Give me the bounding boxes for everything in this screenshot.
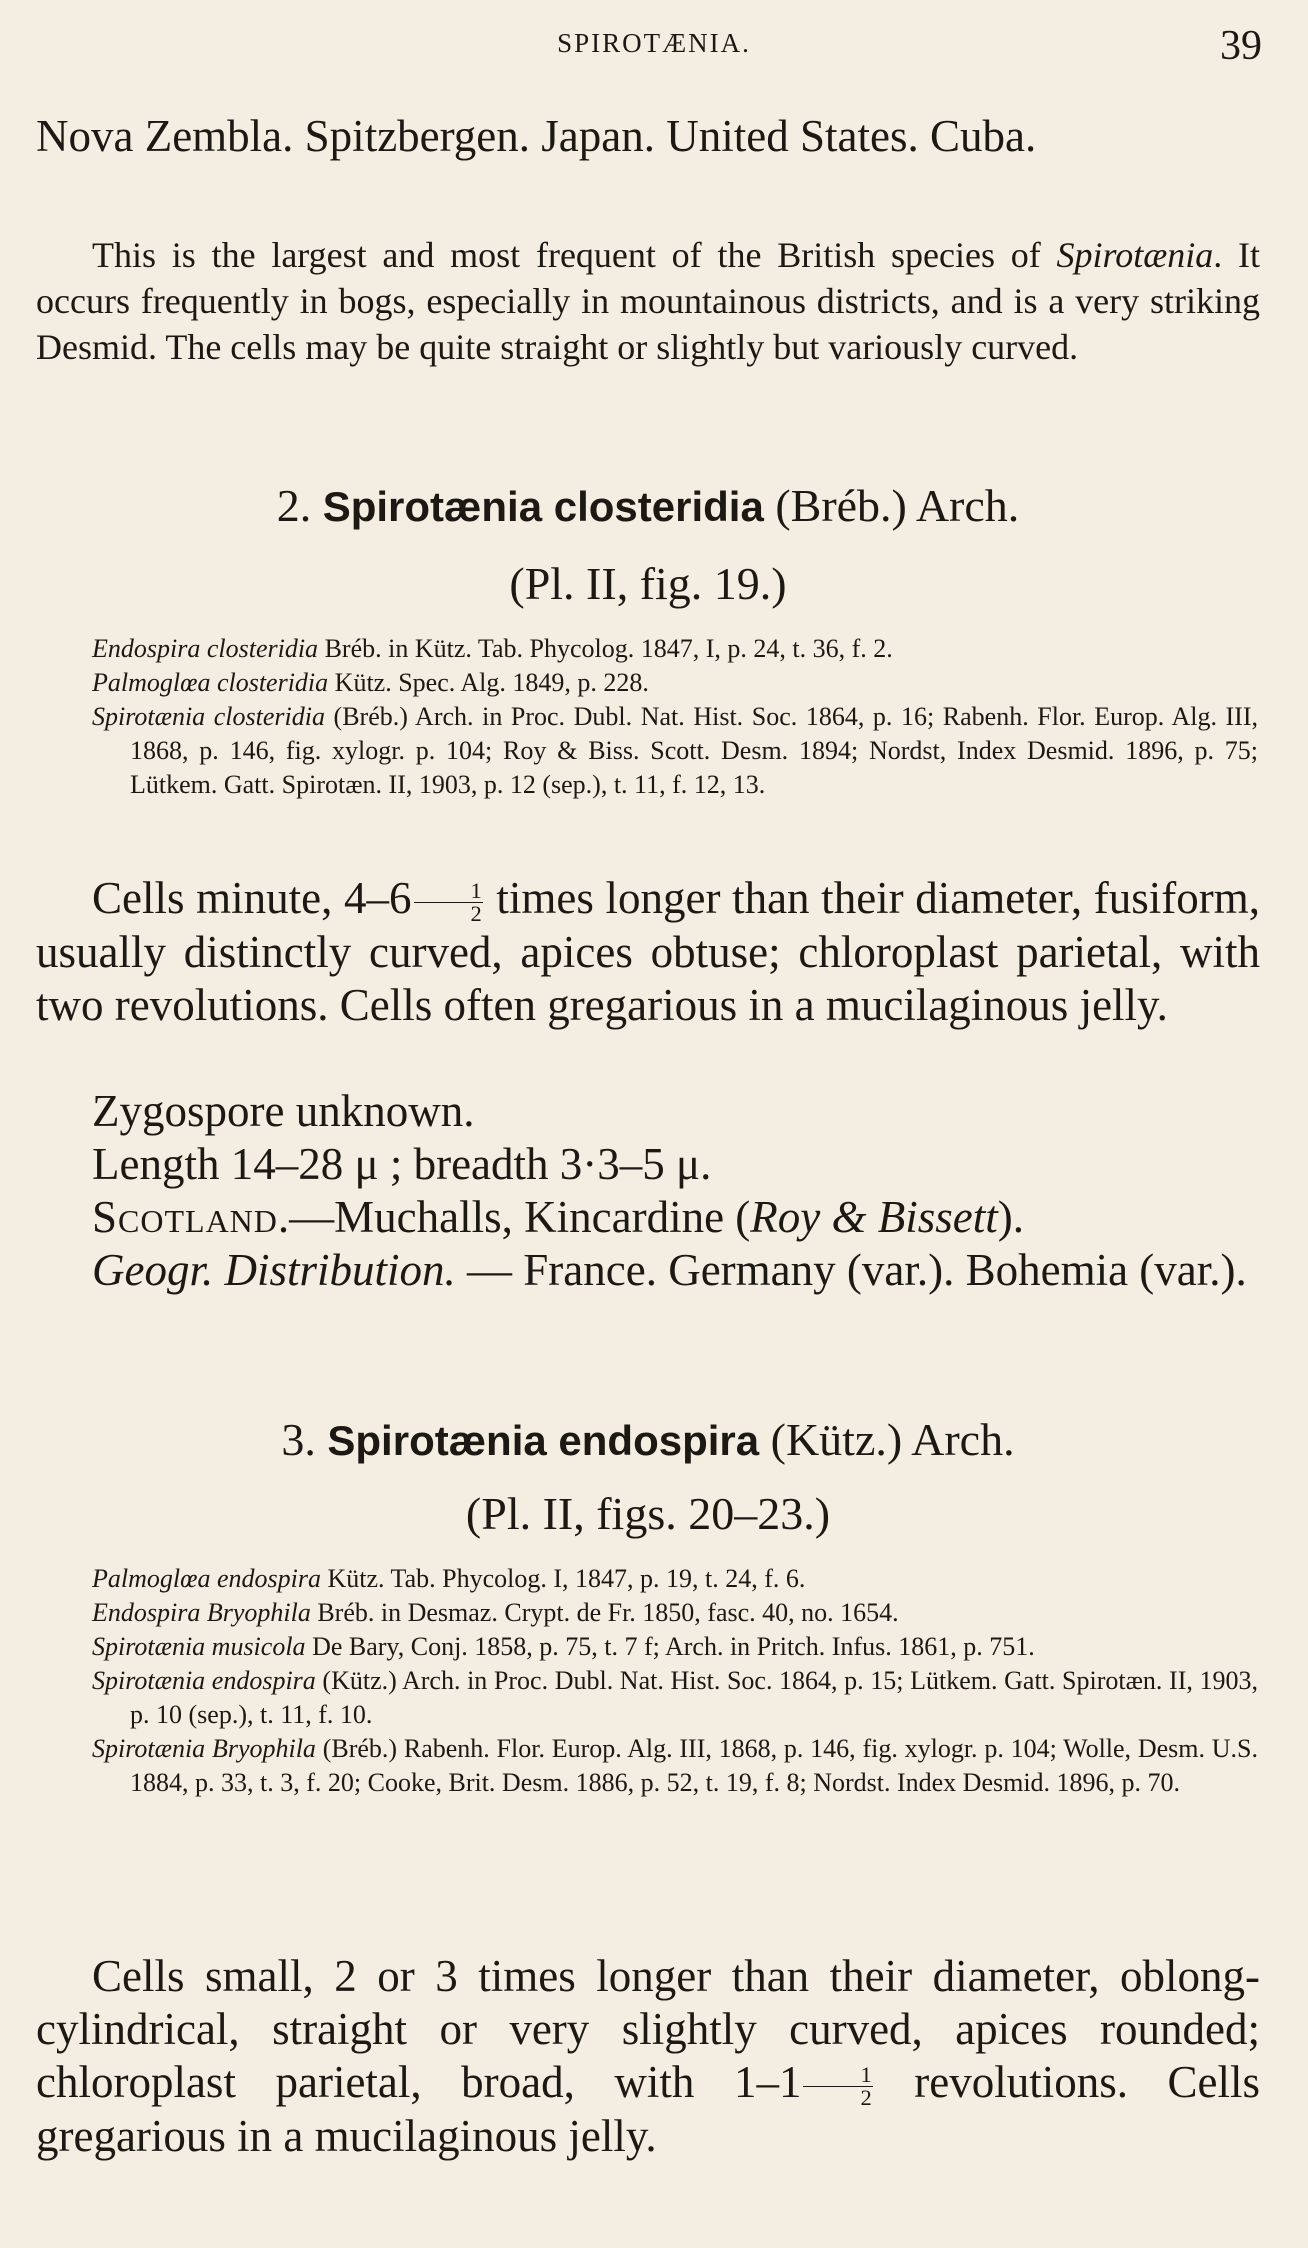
synonym-entry [92,632,1258,666]
description-text: Cells minute, 4–6 [92,873,412,923]
synonym-ref: De Bary, Conj. 1858, p. 75, t. 7 f; Arch. in Pritch. Infus. 1861, p. 751. [312,1632,1035,1661]
scotland-locality [36,1191,1260,1244]
synonym-ref: (Kütz.) Arch. in Proc. Dubl. Nat. Hist. Soc. 1864, p. 15; Lütkem. Gatt. Spirotæn. II, 1903, p. 10 (sep.), t. 11, f. 10. [130,1666,1258,1729]
fraction-denominator: 2 [470,901,482,927]
species-3-plate-ref [36,1486,1260,1542]
geogr-label: Geogr. Distribution. [92,1245,456,1295]
synonym-name: Spirotænia closteridia [92,702,325,731]
species-2-number: 2. [276,480,312,531]
zygospore-note: Zygospore unknown. [92,1086,475,1136]
geographic-distribution [36,1244,1260,1297]
species-2-plate-text: (Pl. II, fig. 19.) [509,558,787,609]
synonym-name: Endospira closteridia [92,634,319,663]
synonym-entry [92,1596,1258,1630]
synonym-ref: Bréb. in Kütz. Tab. Phycolog. 1847, I, p. 24, t. 36, f. 2. [324,634,893,663]
synonym-entry [92,1732,1258,1800]
species-3-synonymy [92,1562,1258,1800]
species-3-heading [36,1412,1260,1469]
description-text-cont: times longer than their diameter, fusiform, usually distinctly curved, apices obtuse; chloroplast parietal, with two revolutions. Cells often gregarious in a mucilaginous jelly. [36,873,1260,1030]
scotland-close: ). [997,1192,1024,1242]
synonym-name: Palmoglœa closteridia [92,668,329,697]
intro-paragraph [36,232,1260,370]
geogr-text: — France. Germany (var.). Bohemia (var.). [455,1245,1247,1295]
species-2-description [36,872,1260,1032]
species-3-authority: (Kütz.) Arch. [770,1414,1015,1465]
species-2-heading [36,478,1260,535]
running-title: SPIROTÆNIA. [557,28,751,58]
species-2-details [36,1085,1260,1244]
species-2-authority: (Bréb.) Arch. [775,480,1020,531]
synonym-ref: (Bréb.) Arch. in Proc. Dubl. Nat. Hist. Soc. 1864, p. 16; Rabenh. Flor. Europ. Alg. III, 1868, p. 146, fig. xylogr. p. 104; Roy & Biss. Scott. Desm. 1894; Nordst, Index Desmid. 1896, p. 75; Lütkem. Gatt. Spirotæn. II, 1903, p. 12 (sep.), t. 11, f. 12, 13. [130,702,1258,799]
synonym-name: Endospira Bryophila [92,1598,311,1627]
synonym-ref: Bréb. in Desmaz. Crypt. de Fr. 1850, fasc. 40, no. 1654. [317,1598,899,1627]
fraction-numerator: 1 [803,2064,872,2088]
synonym-name: Spirotænia musicola [92,1632,306,1661]
synonym-ref: Kütz. Tab. Phycolog. I, 1847, p. 19, t. 24, f. 6. [327,1564,806,1593]
description-text: Cells small, 2 or 3 times longer than their diameter, oblong-cylindrical, straight or very slightly curved, apices rounded; chloroplast parietal, broad, with 1–1 [36,1951,1260,2107]
species-2-plate-ref [36,556,1260,612]
intro-text-1: This is the largest and most frequent of the British species of [92,235,1057,275]
fraction-one-half [414,877,483,927]
fraction-numerator: 1 [414,880,483,904]
synonym-entry [92,1562,1258,1596]
synonym-ref: (Bréb.) Rabenh. Flor. Europ. Alg. III, 1868, p. 146, fig. xylogr. p. 104; Wolle, Desm. U.S. 1884, p. 33, t. 3, f. 20; Cooke, Brit. Desm. 1886, p. 52, t. 19, f. 8; Nordst. Index Desmid. 1896, p. 70. [130,1734,1259,1797]
description-text-cont: revolutions. Cells gregarious in a mucilaginous jelly. [36,2057,1260,2161]
species-3-number: 3. [281,1414,316,1465]
synonym-name: Palmoglœa endospira [92,1564,321,1593]
intro-genus: Spirotænia [1056,235,1214,275]
synonym-ref: Kütz. Spec. Alg. 1849, p. 228. [334,668,649,697]
running-head [0,22,1308,72]
page-number: 39 [1220,23,1262,69]
distribution-text: Nova Zembla. Spitzbergen. Japan. United States. Cuba. [36,111,1037,161]
species-2-name: Spirotænia closteridia [322,483,764,530]
distribution-continued [36,110,1260,163]
synonym-name: Spirotænia endospira [92,1666,316,1695]
fraction-one-half [803,2061,872,2111]
fraction-denominator: 2 [860,2085,872,2111]
species-3-name: Spirotænia endospira [327,1417,760,1464]
synonym-entry [92,1664,1258,1732]
synonym-entry [92,666,1258,700]
species-2-synonymy [92,632,1258,802]
synonym-entry [92,700,1258,802]
intro-text-2: . It occurs frequently in bogs, especially in mountainous districts, and is a very striking Desmid. The cells may be quite straight or slightly but variously curved. [36,235,1260,367]
species-3-description [36,1950,1260,2163]
synonym-entry [92,1630,1258,1664]
species-3-plate-text: (Pl. II, figs. 20–23.) [465,1488,831,1539]
scotland-text: .—Muchalls, Kincardine ( [277,1192,751,1242]
scotland-label: Scotland [92,1192,278,1242]
synonym-name: Spirotænia Bryophila [92,1734,316,1763]
measurements: Length 14–28 μ ; breadth 3·3–5 μ. [92,1139,712,1189]
scotland-collectors: Roy & Bissett [750,1192,998,1242]
